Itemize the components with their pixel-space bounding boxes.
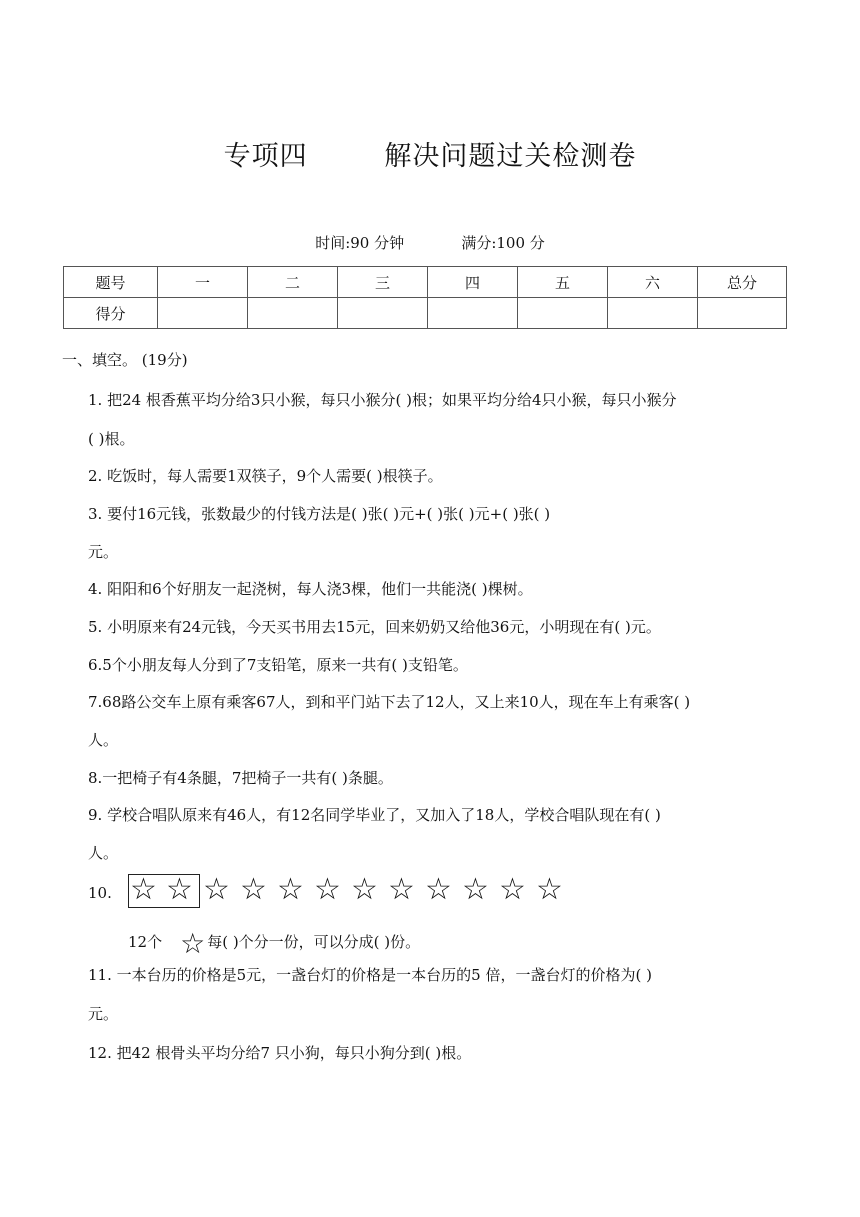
question-3-cont: 元。: [88, 543, 119, 561]
question-11: 11. 一本台历的价格是5元，一盏台灯的价格是一本台历的5 倍，一盏台灯的价格为( ): [88, 966, 652, 984]
header-cell: 六: [608, 267, 698, 298]
question-10-number: 10.: [88, 884, 112, 902]
star-icon: ☆: [388, 872, 415, 907]
question-1: 1. 把24 根香蕉平均分给3只小猴，每只小猴分( )根；如果平均分给4只小猴，每只小猴分: [88, 391, 677, 409]
header-cell: 总分: [698, 267, 787, 298]
header-cell: 二: [248, 267, 338, 298]
score-cell: [338, 298, 428, 329]
header-cell: 一: [158, 267, 248, 298]
score-cell: [608, 298, 698, 329]
star-icon: ☆: [240, 872, 267, 907]
question-10-suffix: 每( )个分一份，可以分成( )份。: [207, 933, 421, 951]
question-9: 9. 学校合唱队原来有46人，有12名同学毕业了，又加入了18人，学校合唱队现在有( ): [88, 806, 661, 824]
star-icon: ☆: [536, 872, 563, 907]
header-cell: 三: [338, 267, 428, 298]
score-cell: [518, 298, 608, 329]
header-cell: 四: [428, 267, 518, 298]
section-heading: 一、填空。 (19分): [62, 351, 188, 369]
score-table-row: [64, 298, 787, 329]
star-icon: ☆: [462, 872, 489, 907]
question-7-cont: 人。: [88, 731, 119, 749]
question-10-prefix: 12个: [128, 933, 163, 951]
question-9-cont: 人。: [88, 844, 119, 862]
exam-meta: 时间:90 分钟 满分:100 分: [315, 234, 545, 252]
star-icon: ☆: [314, 872, 341, 907]
score-cell: [698, 298, 787, 329]
star-icon: ☆: [166, 872, 193, 907]
star-icon: ☆: [425, 872, 452, 907]
score-cell: [428, 298, 518, 329]
question-7: 7.68路公交车上原有乘客67人，到和平门站下去了12人，又上来10人，现在车上有乘客( ): [88, 693, 691, 711]
star-icon: ☆: [203, 872, 230, 907]
question-3: 3. 要付16元钱，张数最少的付钱方法是( )张( )元+( )张( )元+( )张( ): [88, 505, 551, 523]
question-8: 8.一把椅子有4条腿，7把椅子一共有( )条腿。: [88, 769, 393, 787]
star-icon: ☆: [130, 872, 157, 907]
score-cell: [158, 298, 248, 329]
star-icon: ☆: [180, 927, 206, 960]
header-cell: 题号: [64, 267, 158, 298]
row-label: 得分: [64, 298, 158, 329]
question-4: 4. 阳阳和6个好朋友一起浇树，每人浇3棵，他们一共能浇( )棵树。: [88, 580, 533, 598]
question-10-text: [128, 927, 420, 960]
score-table-header-row: [64, 267, 787, 298]
question-2: 2. 吃饭时，每人需要1双筷子，9个人需要( )根筷子。: [88, 467, 443, 485]
question-1-cont: ( )根。: [88, 430, 135, 448]
score-cell: [248, 298, 338, 329]
star-icon: ☆: [351, 872, 378, 907]
page-title: 专项四 解决问题过关检测卷: [223, 141, 637, 172]
header-cell: 五: [518, 267, 608, 298]
question-12: 12. 把42 根骨头平均分给7 只小狗，每只小狗分到( )根。: [88, 1044, 472, 1062]
question-5: 5. 小明原来有24元钱，今天买书用去15元，回来奶奶又给他36元，小明现在有( )元。: [88, 618, 661, 636]
star-icon: ☆: [277, 872, 304, 907]
question-6: 6.5个小朋友每人分到了7支铅笔，原来一共有( )支铅笔。: [88, 656, 468, 674]
star-icon: ☆: [499, 872, 526, 907]
score-table: [63, 266, 787, 329]
question-11-cont: 元。: [88, 1005, 119, 1023]
